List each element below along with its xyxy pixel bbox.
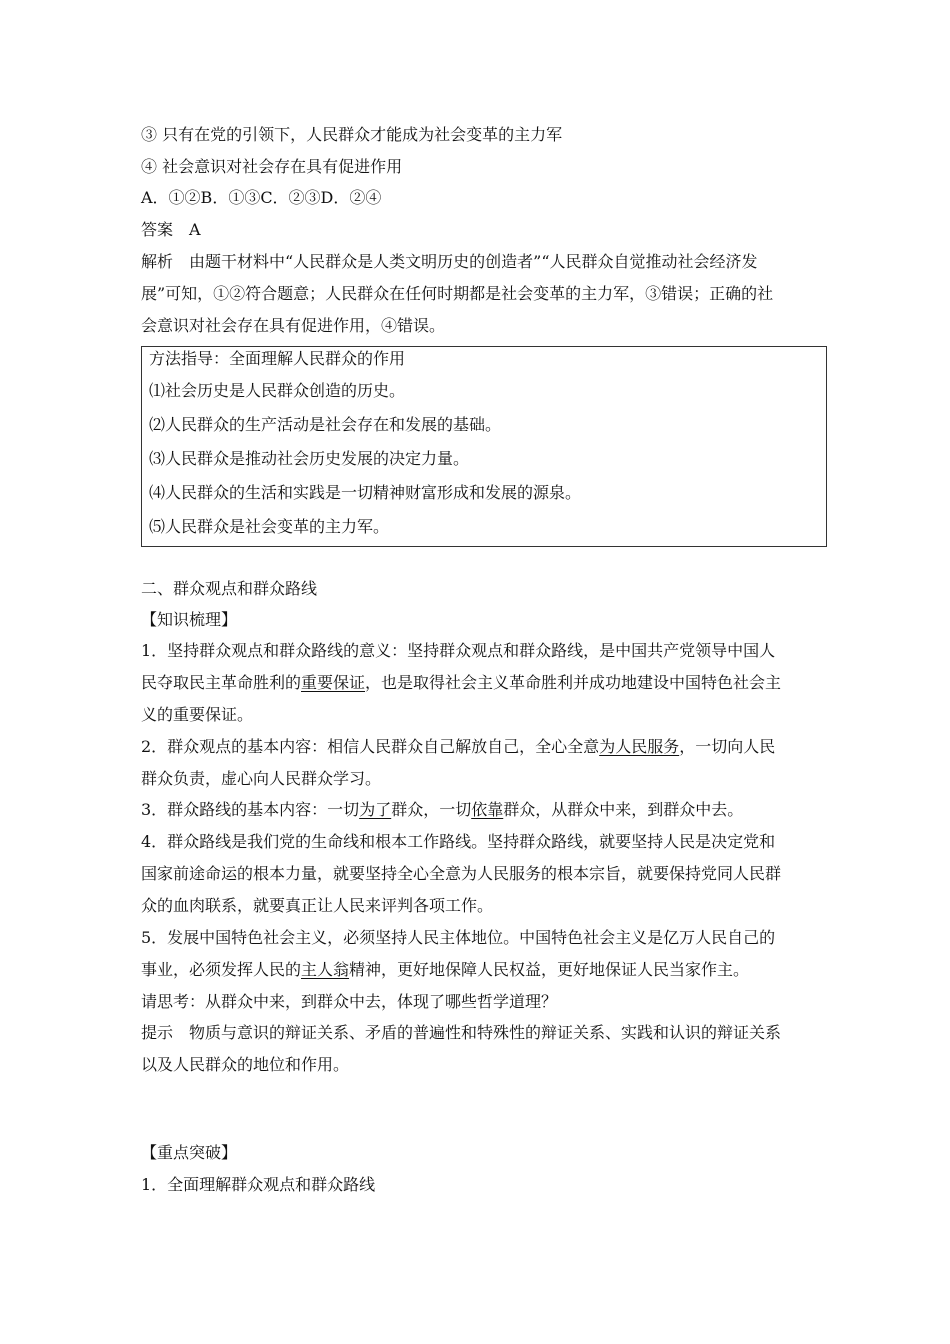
section-heading: 二、群众观点和群众路线 — [141, 579, 318, 598]
underlined-term: 为了 — [359, 800, 392, 819]
method-guide-item: ⑵人民群众的生产活动是社会存在和发展的基础。 — [149, 415, 502, 434]
method-guide-item: ⑴社会历史是人民群众创造的历史。 — [149, 381, 406, 400]
underlined-term: 依靠 — [471, 800, 504, 819]
analysis-line: 展”可知，①②符合题意；人民群众在任何时期都是社会变革的主力军，③错误；正确的社 — [141, 284, 774, 303]
underlined-term: 为人民服务 — [599, 737, 680, 756]
underlined-term: 主人翁 — [301, 960, 350, 979]
option-4: ④ 社会意识对社会存在具有促进作用 — [141, 157, 403, 176]
method-guide-title: 方法指导：全面理解人民群众的作用 — [149, 349, 406, 368]
method-guide-item: ⑶人民群众是推动社会历史发展的决定力量。 — [149, 449, 470, 468]
underlined-term: 重要保证 — [301, 673, 366, 692]
knowledge-heading: 【知识梳理】 — [141, 610, 238, 629]
answer: 答案 A — [141, 220, 201, 239]
method-guide-item: ⑷人民群众的生活和实践是一切精神财富形成和发展的源泉。 — [149, 483, 582, 502]
think-question: 请思考：从群众中来，到群众中去，体现了哪些哲学道理？ — [141, 992, 558, 1011]
analysis-line: 解析 由题干材料中“人民群众是人类文明历史的创造者”“人民群众自觉推动社会经济发 — [141, 252, 758, 271]
analysis-line: 会意识对社会存在具有促进作用，④错误。 — [141, 316, 446, 335]
knowledge-item-3: 3．群众路线的基本内容：一切为了群众，一切依靠群众，从群众中来，到群众中去。 — [141, 800, 744, 819]
answer-choices: A．①②B．①③C．②③D．②④ — [141, 188, 382, 207]
method-guide-item: ⑸人民群众是社会变革的主力军。 — [149, 517, 390, 536]
key-points-heading: 【重点突破】 — [141, 1143, 238, 1162]
key-point-1: 1．全面理解群众观点和群众路线 — [141, 1175, 376, 1194]
method-guide-box — [141, 346, 827, 547]
option-3: ③ 只有在党的引领下，人民群众才能成为社会变革的主力军 — [141, 125, 563, 144]
